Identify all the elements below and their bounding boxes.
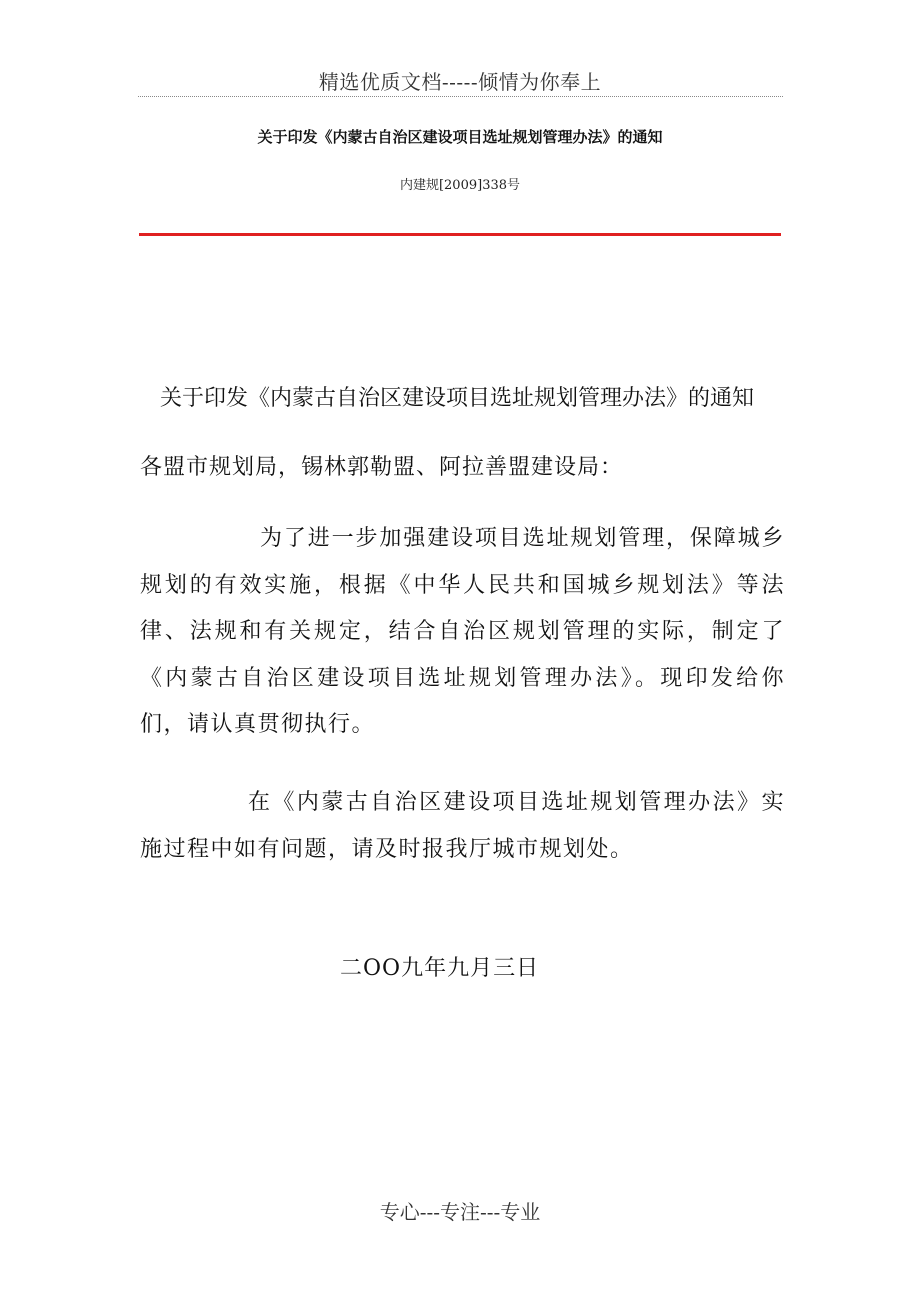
notice-title: 关于印发《内蒙古自治区建设项目选址规划管理办法》的通知 [257, 128, 663, 146]
page-footer: 专心---专注---专业 [379, 1200, 541, 1224]
body-paragraph: 在《内蒙古自治区建设项目选址规划管理办法》实施过程中如有问题，请及时报我厅城市规划处。 [140, 790, 785, 862]
red-divider [139, 233, 781, 236]
salutation: 各盟市规划局，锡林郭勒盟、阿拉善盟建设局： [140, 455, 624, 480]
body-paragraph: 为了进一步加强建设项目选址规划管理，保障城乡规划的有效实施，根据《中华人民共和国城乡规划法》等法律、法规和有关规定，结合自治区规划管理的实际，制定了《内蒙古自治区建设项目选址规划管理办法》。现印发给你们，请认真贯彻执行。 [140, 526, 785, 737]
document-number: 内建规[2009]338号 [399, 178, 521, 193]
body-title: 关于印发《内蒙古自治区建设项目选址规划管理办法》的通知 [160, 386, 755, 411]
signature-date: 二OO九年九月三日 [340, 956, 540, 981]
page-header: 精选优质文档-----倾情为你奉上 [318, 70, 602, 94]
header-divider [138, 96, 783, 97]
